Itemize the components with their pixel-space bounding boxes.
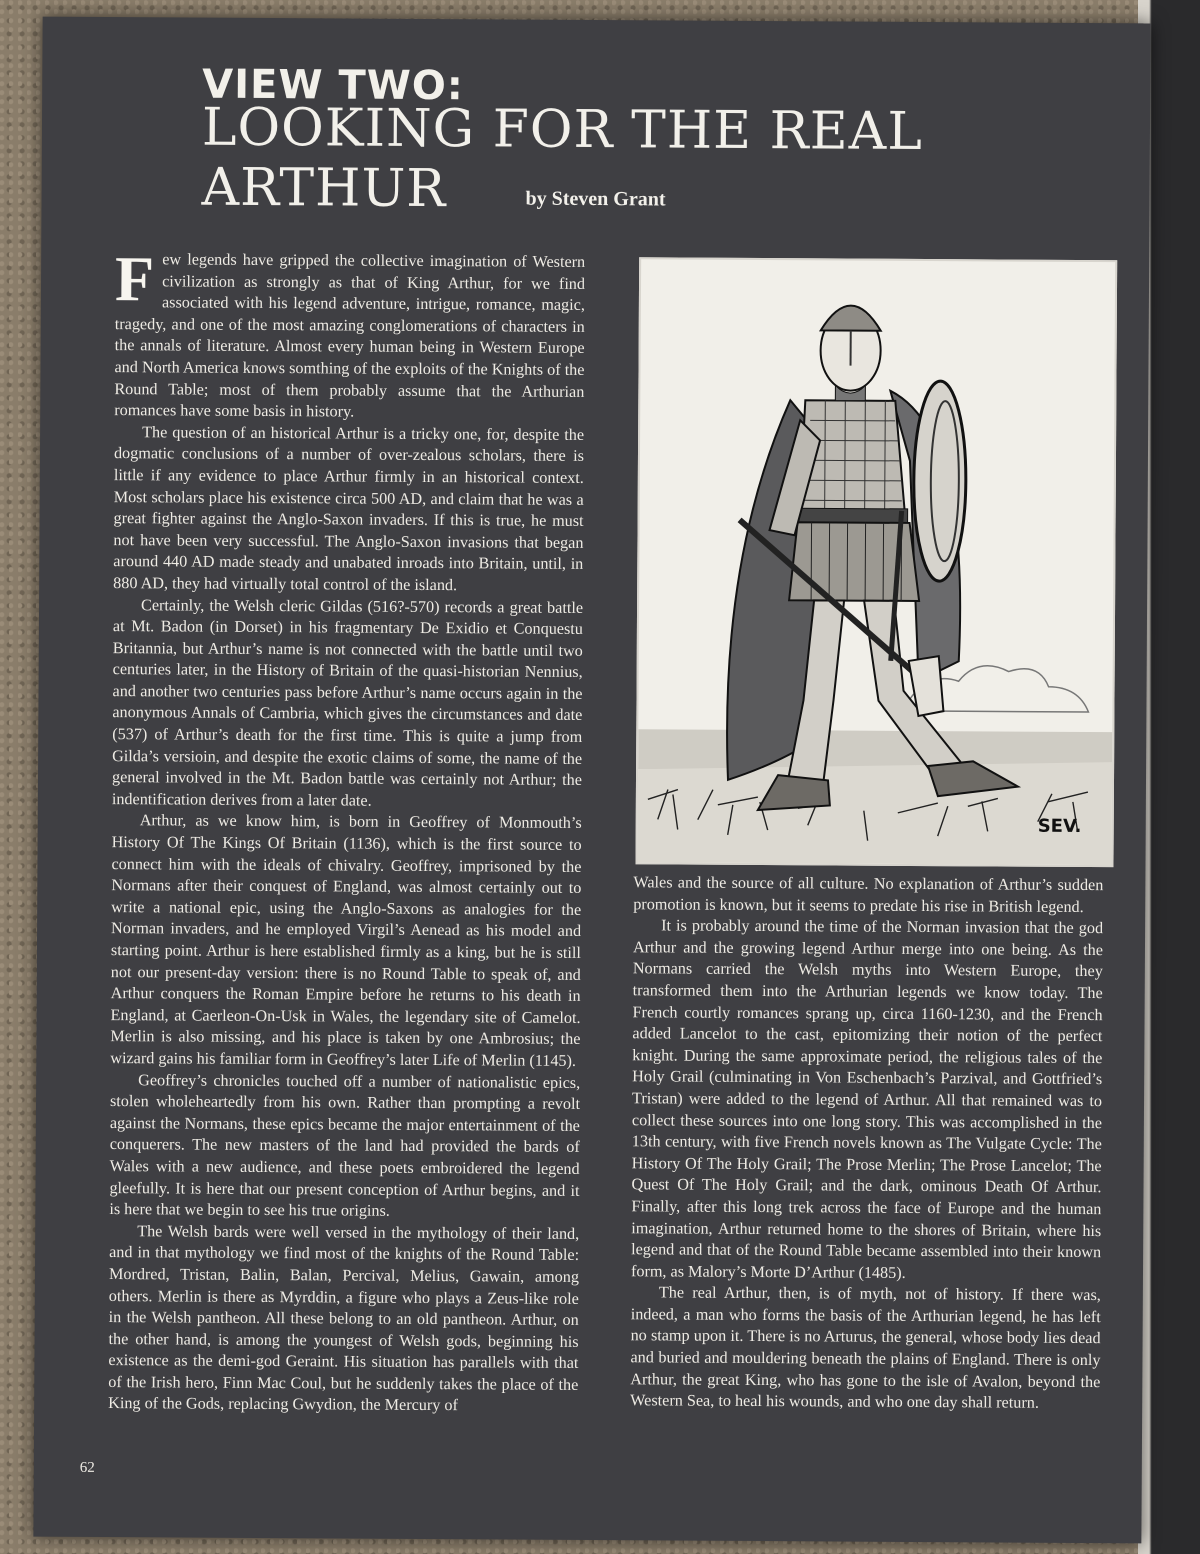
paragraph: It is probably around the time of the Norman invasion that the god Arthur and the growing legend Arthur merge into one being. As the Normans carried the Welsh myths into Western Europe, they transformed them into the Arthurian legends we know today. The French courtly romances sprang up, circa 1160-1230, and the French added Lancelot to the cast, epitomizing their notion of the perfect knight. During the same approximate period, the religious tales of the Holy Grail (culminating in Von Eschenbach’s Parzival, and Gottfried’s Tristan) were added to the legend of Arthur. All that remained was to collect these sources into one long story. This was accomplished in the 13th century, with five French novels known as The Vulgate Cycle: The History Of The Holy Grail; The Prose Merlin; The Prose Lancelot; The Quest Of The Holy Grail; and the dark, ominous Death Of Arthur. Finally, after this long trek across the face of Europe and the human imagination, Arthur returned home to the shores of Britain, where his legend and that of the Round Table became assembled into their known form, as Malory’s Morte D’Arthur (1485). [630,916,1104,1282]
paragraph: Wales and the source of all culture. No explanation of Arthur’s sudden promotion is known, but it seems to predate his rise in British legend. [633,873,1104,916]
knight-drawing [637,259,1115,865]
article-title: LOOKING FOR THE REAL ARTHUR [201,97,924,220]
article-kicker: VIEW TWO: [202,61,465,110]
magazine-page [33,17,1150,1544]
paragraph: Arthur, as we know him, is born in Geoffrey of Monmouth’s History Of The Kings Of Britain (1136), which is the first source to connect him with the ideals of chivalry. Geoffrey, imprisoned by the Normans after their conquest of England, was almost certainly out to write a national epic, using the Anglo-Saxons as analogies for the Norman invaders, and he employed Virgil’s Aenead as his model and starting point. Arthur is here established firmly as a king, but he is still not our present-day version: there is no Round Table to speak of, and Arthur conquers the Roman Empire before he returns to his death in England, at Caerleon-On-Usk in Wales, the legendary site of Camelot. Merlin is also missing, and his place is taken by one Ambrosius; the wizard gains his familiar form in Geoffrey’s later Life of Merlin (1145). [110,811,582,1070]
arthur-illustration [635,257,1117,867]
article-byline: by Steven Grant [525,187,666,211]
artist-signature: SEV. [1037,815,1082,837]
article-column-left [108,243,586,1418]
paragraph: The real Arthur, then, is of myth, not of history. If there was, indeed, a man who forms the basis of the Arthurian legend, he has left no stamp upon it. There is no Arturus, the general, whose body lies dead and buried and mouldering beneath the plains of England. There is only Arthur, the great King, who has gone to the isle of Avalon, beyond the Western Sea, to heal his wounds, and who one day shall return. [630,1283,1101,1412]
paragraph: The question of an historical Arthur is a tricky one, for, despite the dogmatic conclusions of a number of over-zealous scholars, there is little if any evidence to place Arthur firmly in an historical context. Most scholars place his existence circa 500 AD, and claim that he was a great fighter against the Anglo-Saxon invaders. If this is true, he must not have been very successful. The Anglo-Saxon invasions that began around 440 AD made steady and unabated inroads into Britain, until, in 880 AD, they had virtually total control of the island. [113,422,585,595]
belt [798,508,908,523]
paragraph: Few legends have gripped the collective imagination of Western civilization as strongly as that of King Arthur, for we find associated with his legend adventure, intrigue, romance, magic, tragedy, and one of the most amazing conglomerations of characters in the annals of literature. Almost every human being in Western Europe and North America knows somthing of the exploits of the Knights of the Round Table; most of them probably assume that the Arthurian romances have some basis in history. [114,243,586,421]
article-column-right [630,872,1103,1415]
paragraph: The Welsh bards were well versed in the mythology of their land, and in that mythology we find most of the knights of the Round Table: Mordred, Tristan, Balin, Balan, Percival, Melius, Gawain, among others. Merlin is there as Myrddin, a figure who plays a Zeus-like role in the Welsh pantheon. All these belong to an old pantheon. Arthur, on the other hand, is among the youngest of Welsh gods, beginning his existence as the demi-god Geraint. His situation has parallels with that of the Irish hero, Finn Mac Coul, but he suddenly takes the place of the King of the Gods, replacing Gwydion, the Mercury of [108,1221,580,1415]
paragraph: Geoffrey’s chronicles touched off a number of nationalistic epics, stolen wholeheartedly from his own. Rather than prompting a revolt against the Normans, these epics became the major entertainment of the conquerers. The new masters of the land had provided the bards of Wales with a new audience, and these poets embroidered the legend gleefully. It is here that our present conception of Arthur begins, and it is here that we begin to see his true origins. [109,1070,581,1220]
ground [637,759,1112,865]
paragraph: Certainly, the Welsh cleric Gildas (516?-570) records a great battle at Mt. Badon (in Dorset) in his fragmentary De Exidio et Conquestu Britannia, but Arthur’s name is not connected with the battle until two centuries later, in the History of Britain of the quasi-historian Nennius, and another two centuries pass before Arthur’s name occurs again in the anonymous Annals of Cambria, which gives the circumstances and date (537) of Arthur’s death for the first time. This is quite a jump from Gilda’s versioin, and despite the exotic claims of some, the name of the general involved in the Mt. Badon battle was certainly not Arthur; the indentification derives from a later date. [111,595,584,810]
helmet [821,305,881,330]
page-number: 62 [79,1459,95,1476]
drop-cap: F [114,243,155,315]
